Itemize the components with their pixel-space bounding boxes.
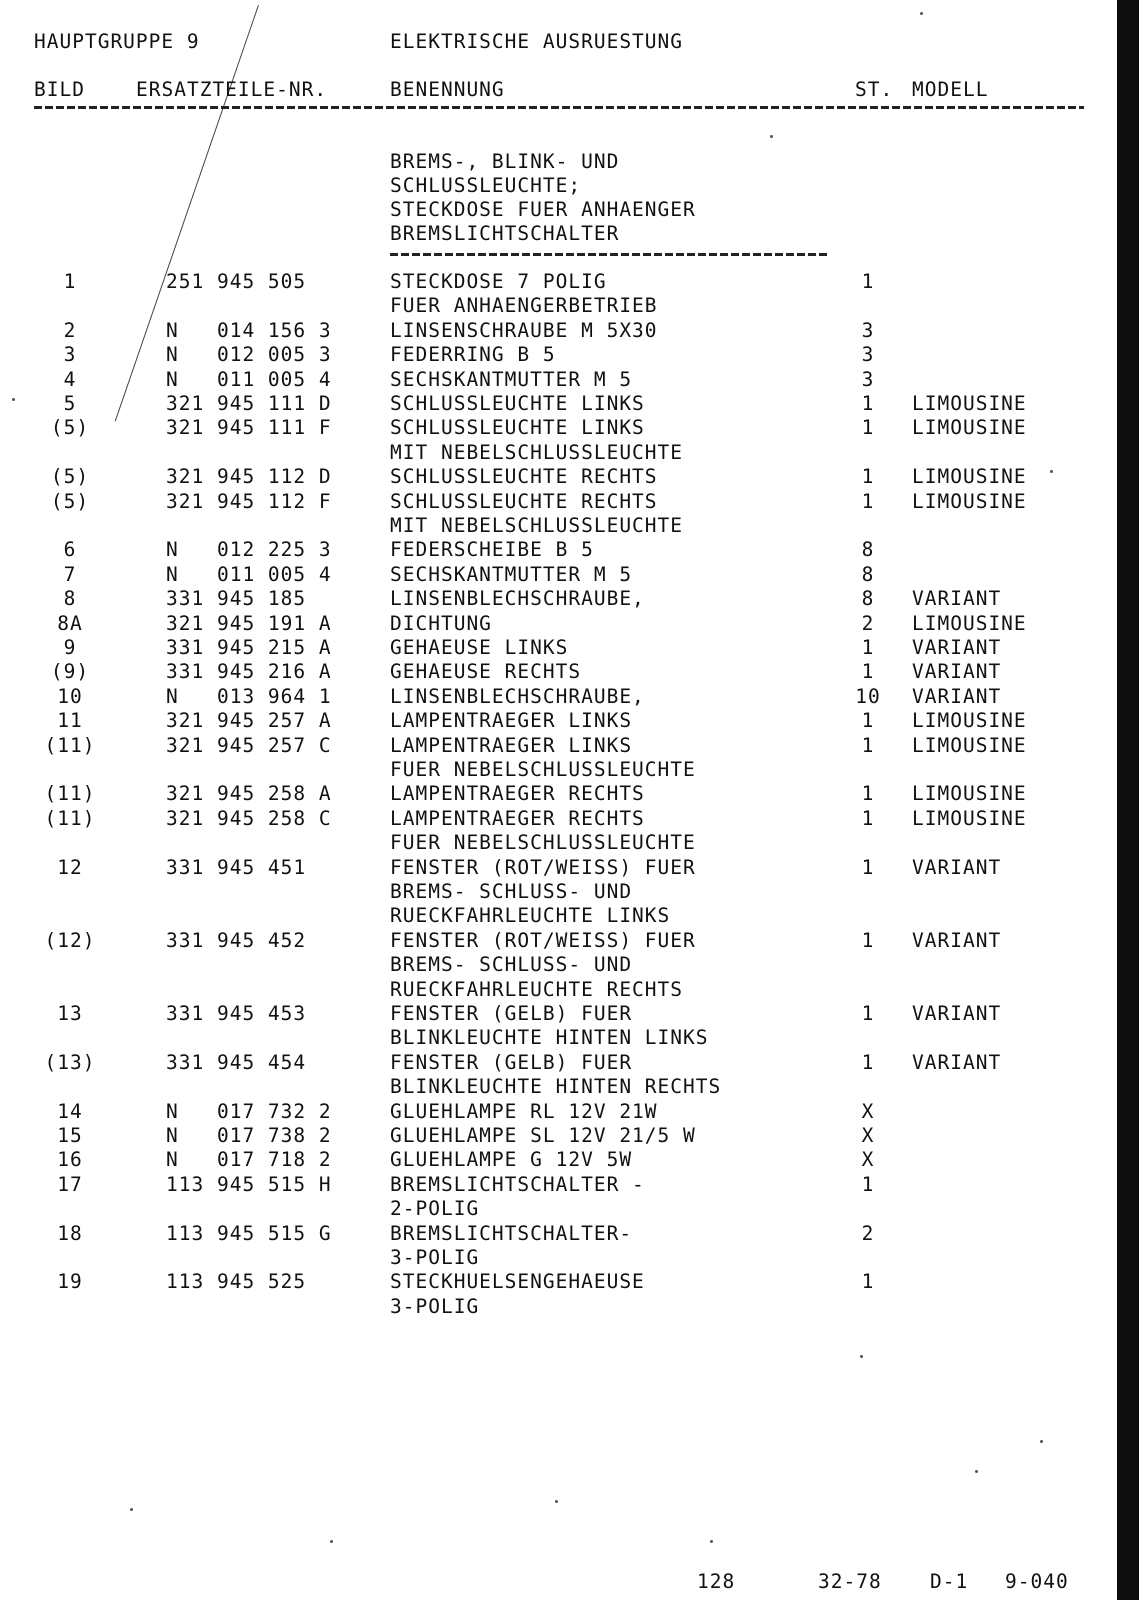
row-part-number: N 011 005 4 bbox=[166, 367, 332, 391]
row-quantity: 1 bbox=[861, 270, 875, 293]
row-bild: 3 bbox=[63, 343, 77, 367]
row-part-number: 321 945 191 A bbox=[166, 611, 332, 635]
col-st-header: ST. bbox=[855, 78, 894, 101]
row-quantity: 1 bbox=[861, 709, 875, 733]
header-separator bbox=[34, 106, 1084, 112]
scan-speck bbox=[710, 1540, 713, 1543]
row-bild: 6 bbox=[63, 538, 77, 562]
row-bild: 7 bbox=[63, 562, 77, 586]
row-bild: 5 bbox=[63, 392, 77, 415]
row-description: LAMPENTRAEGER LINKS bbox=[390, 709, 633, 733]
row-quantity: 1 bbox=[861, 465, 875, 489]
row-quantity: 1 bbox=[861, 416, 875, 440]
row-description: FEDERRING B 5 bbox=[390, 343, 556, 367]
row-description: GEHAEUSE LINKS bbox=[390, 636, 569, 659]
row-part-number: 331 945 216 A bbox=[166, 660, 332, 684]
row-model: LIMOUSINE bbox=[912, 392, 1027, 415]
row-part-number: 113 945 515 G bbox=[166, 1221, 332, 1245]
row-description: LINSENBLECHSCHRAUBE, bbox=[390, 587, 645, 611]
scan-speck bbox=[1040, 1440, 1043, 1443]
scan-speck bbox=[555, 1500, 558, 1503]
row-description: MIT NEBELSCHLUSSLEUCHTE bbox=[390, 440, 684, 464]
row-bild: 16 bbox=[57, 1148, 83, 1172]
row-part-number: 321 945 257 C bbox=[166, 733, 332, 757]
row-bild: (5) bbox=[50, 489, 90, 513]
row-description: BREMSLICHTSCHALTER - bbox=[390, 1172, 645, 1196]
section-title-line: STECKDOSE FUER ANHAENGER bbox=[390, 198, 696, 221]
row-quantity: 2 bbox=[861, 1221, 875, 1245]
row-part-number: 251 945 505 bbox=[166, 270, 307, 293]
row-model: LIMOUSINE bbox=[912, 465, 1027, 489]
row-model: LIMOUSINE bbox=[912, 782, 1027, 806]
row-bild: (11) bbox=[44, 806, 96, 830]
row-description: LAMPENTRAEGER LINKS bbox=[390, 733, 633, 757]
col-nr-header: ERSATZTEILE-NR. bbox=[136, 78, 328, 101]
row-part-number: 331 945 215 A bbox=[166, 636, 332, 659]
footer-section-code: 9-040 bbox=[1005, 1570, 1069, 1593]
row-bild: 2 bbox=[63, 318, 77, 342]
row-description: SCHLUSSLEUCHTE RECHTS bbox=[390, 489, 658, 513]
row-bild: 18 bbox=[57, 1221, 83, 1245]
row-description: FENSTER (GELB) FUER bbox=[390, 1050, 633, 1074]
row-part-number: N 017 732 2 bbox=[166, 1099, 332, 1123]
scan-speck bbox=[920, 12, 923, 15]
row-bild: (12) bbox=[44, 928, 96, 952]
row-quantity: 3 bbox=[861, 318, 875, 342]
row-description: STECKHUELSENGEHAEUSE bbox=[390, 1270, 645, 1294]
row-model: VARIANT bbox=[912, 1050, 1002, 1074]
row-bild: 14 bbox=[57, 1099, 83, 1123]
scan-speck bbox=[330, 1540, 333, 1543]
row-model: LIMOUSINE bbox=[912, 416, 1027, 440]
row-bild: 11 bbox=[57, 709, 83, 733]
col-modell-header: MODELL bbox=[912, 78, 989, 101]
row-description: RUECKFAHRLEUCHTE RECHTS bbox=[390, 977, 684, 1001]
section-title-line: SCHLUSSLEUCHTE; bbox=[390, 174, 582, 197]
scan-edge-bar bbox=[1117, 0, 1139, 1600]
row-description: 3-POLIG bbox=[390, 1294, 480, 1318]
row-model: VARIANT bbox=[912, 587, 1002, 611]
row-description: FENSTER (ROT/WEISS) FUER bbox=[390, 855, 696, 879]
row-part-number: 321 945 112 F bbox=[166, 489, 332, 513]
row-description: 2-POLIG bbox=[390, 1197, 480, 1221]
row-part-number: 331 945 185 bbox=[166, 587, 307, 611]
row-description: BREMSLICHTSCHALTER- bbox=[390, 1221, 633, 1245]
row-model: VARIANT bbox=[912, 928, 1002, 952]
row-part-number: 321 945 111 D bbox=[166, 392, 332, 415]
row-bild: 17 bbox=[57, 1172, 83, 1196]
row-description: LINSENSCHRAUBE M 5X30 bbox=[390, 318, 658, 342]
row-quantity: 1 bbox=[861, 928, 875, 952]
scan-speck bbox=[1050, 470, 1053, 473]
row-quantity: 1 bbox=[861, 1270, 875, 1294]
row-description: GLUEHLAMPE G 12V 5W bbox=[390, 1148, 633, 1172]
row-part-number: 321 945 257 A bbox=[166, 709, 332, 733]
row-description: FENSTER (GELB) FUER bbox=[390, 1002, 633, 1025]
row-bild: (9) bbox=[50, 660, 90, 684]
row-model: LIMOUSINE bbox=[912, 806, 1027, 830]
row-description: FUER NEBELSCHLUSSLEUCHTE bbox=[390, 831, 696, 855]
section-separator bbox=[390, 253, 830, 259]
row-part-number: N 013 964 1 bbox=[166, 684, 332, 708]
row-part-number: N 012 005 3 bbox=[166, 343, 332, 367]
row-quantity: 3 bbox=[861, 343, 875, 367]
section-title-line: BREMS-, BLINK- UND bbox=[390, 150, 620, 173]
row-part-number: 321 945 111 F bbox=[166, 416, 332, 440]
row-bild: (5) bbox=[50, 465, 90, 489]
row-bild: (13) bbox=[44, 1050, 96, 1074]
page-title: ELEKTRISCHE AUSRUESTUNG bbox=[390, 30, 684, 53]
row-description: RUECKFAHRLEUCHTE LINKS bbox=[390, 904, 671, 928]
row-quantity: 2 bbox=[861, 611, 875, 635]
row-description: LAMPENTRAEGER RECHTS bbox=[390, 806, 645, 830]
row-quantity: 1 bbox=[861, 855, 875, 879]
footer-page-number: 128 bbox=[697, 1570, 736, 1593]
row-description: DICHTUNG bbox=[390, 611, 492, 635]
row-description: BLINKLEUCHTE HINTEN LINKS bbox=[390, 1026, 709, 1050]
col-bild-header: BILD bbox=[34, 78, 85, 101]
row-bild: (5) bbox=[50, 416, 90, 440]
row-quantity: 1 bbox=[861, 392, 875, 415]
scan-speck bbox=[860, 1355, 863, 1358]
row-quantity: X bbox=[861, 1099, 875, 1123]
row-part-number: 321 945 112 D bbox=[166, 465, 332, 489]
footer-ref: D-1 bbox=[930, 1570, 969, 1593]
row-part-number: N 017 738 2 bbox=[166, 1124, 332, 1147]
row-description: FENSTER (ROT/WEISS) FUER bbox=[390, 928, 696, 952]
row-quantity: 1 bbox=[861, 782, 875, 806]
row-bild: 8A bbox=[57, 611, 83, 635]
scan-speck bbox=[12, 398, 15, 401]
row-description: GLUEHLAMPE RL 12V 21W bbox=[390, 1099, 658, 1123]
footer-date-code: 32-78 bbox=[818, 1570, 882, 1593]
row-part-number: N 014 156 3 bbox=[166, 318, 332, 342]
row-quantity: 1 bbox=[861, 1002, 875, 1025]
row-model: LIMOUSINE bbox=[912, 709, 1027, 733]
row-quantity: 1 bbox=[861, 1050, 875, 1074]
row-bild: (11) bbox=[44, 733, 96, 757]
row-quantity: 10 bbox=[855, 684, 881, 708]
row-part-number: N 012 225 3 bbox=[166, 538, 332, 562]
row-quantity: X bbox=[861, 1124, 875, 1147]
row-bild: 19 bbox=[57, 1270, 83, 1294]
row-part-number: 321 945 258 C bbox=[166, 806, 332, 830]
row-model: LIMOUSINE bbox=[912, 611, 1027, 635]
row-description: SCHLUSSLEUCHTE LINKS bbox=[390, 392, 645, 415]
row-description: FEDERSCHEIBE B 5 bbox=[390, 538, 594, 562]
row-description: GEHAEUSE RECHTS bbox=[390, 660, 582, 684]
scan-speck bbox=[975, 1470, 978, 1473]
row-quantity: 8 bbox=[861, 587, 875, 611]
row-quantity: 8 bbox=[861, 538, 875, 562]
row-description: SECHSKANTMUTTER M 5 bbox=[390, 367, 633, 391]
scan-speck bbox=[770, 135, 773, 138]
row-quantity: 1 bbox=[861, 1172, 875, 1196]
row-part-number: 321 945 258 A bbox=[166, 782, 332, 806]
col-benennung-header: BENENNUNG bbox=[390, 78, 505, 101]
row-part-number: 331 945 454 bbox=[166, 1050, 307, 1074]
main-group-label: HAUPTGRUPPE 9 bbox=[34, 30, 200, 53]
row-description: LINSENBLECHSCHRAUBE, bbox=[390, 684, 645, 708]
row-bild: 15 bbox=[57, 1124, 83, 1147]
row-bild: 10 bbox=[57, 684, 83, 708]
row-description: FUER NEBELSCHLUSSLEUCHTE bbox=[390, 758, 696, 781]
row-bild: 9 bbox=[63, 636, 77, 659]
row-part-number: 331 945 451 bbox=[166, 855, 307, 879]
row-bild: 8 bbox=[63, 587, 77, 611]
row-model: VARIANT bbox=[912, 636, 1002, 659]
row-quantity: 1 bbox=[861, 489, 875, 513]
row-bild: 1 bbox=[63, 270, 77, 293]
row-description: BREMS- SCHLUSS- UND bbox=[390, 953, 633, 977]
row-bild: 4 bbox=[63, 367, 77, 391]
row-bild: 12 bbox=[57, 855, 83, 879]
row-quantity: X bbox=[861, 1148, 875, 1172]
row-part-number: N 017 718 2 bbox=[166, 1148, 332, 1172]
row-model: LIMOUSINE bbox=[912, 733, 1027, 757]
row-description: LAMPENTRAEGER RECHTS bbox=[390, 782, 645, 806]
row-description: GLUEHLAMPE SL 12V 21/5 W bbox=[390, 1124, 696, 1147]
row-description: SCHLUSSLEUCHTE LINKS bbox=[390, 416, 645, 440]
row-description: MIT NEBELSCHLUSSLEUCHTE bbox=[390, 514, 684, 537]
row-description: SCHLUSSLEUCHTE RECHTS bbox=[390, 465, 658, 489]
row-quantity: 3 bbox=[861, 367, 875, 391]
row-quantity: 1 bbox=[861, 806, 875, 830]
section-title-line: BREMSLICHTSCHALTER bbox=[390, 222, 620, 245]
row-part-number: 113 945 515 H bbox=[166, 1172, 332, 1196]
row-quantity: 8 bbox=[861, 562, 875, 586]
row-description: STECKDOSE 7 POLIG bbox=[390, 270, 607, 293]
row-part-number: 113 945 525 bbox=[166, 1270, 307, 1294]
row-part-number: N 011 005 4 bbox=[166, 562, 332, 586]
scan-speck bbox=[130, 1508, 133, 1511]
row-description: BLINKLEUCHTE HINTEN RECHTS bbox=[390, 1075, 722, 1099]
row-description: BREMS- SCHLUSS- UND bbox=[390, 880, 633, 903]
row-model: VARIANT bbox=[912, 660, 1002, 684]
row-description: FUER ANHAENGERBETRIEB bbox=[390, 294, 658, 318]
row-quantity: 1 bbox=[861, 733, 875, 757]
row-quantity: 1 bbox=[861, 660, 875, 684]
row-bild: (11) bbox=[44, 782, 96, 806]
row-quantity: 1 bbox=[861, 636, 875, 659]
row-model: LIMOUSINE bbox=[912, 489, 1027, 513]
row-description: SECHSKANTMUTTER M 5 bbox=[390, 562, 633, 586]
row-bild: 13 bbox=[57, 1002, 83, 1025]
row-model: VARIANT bbox=[912, 684, 1002, 708]
row-model: VARIANT bbox=[912, 855, 1002, 879]
row-model: VARIANT bbox=[912, 1002, 1002, 1025]
row-part-number: 331 945 453 bbox=[166, 1002, 307, 1025]
row-part-number: 331 945 452 bbox=[166, 928, 307, 952]
row-description: 3-POLIG bbox=[390, 1246, 480, 1269]
